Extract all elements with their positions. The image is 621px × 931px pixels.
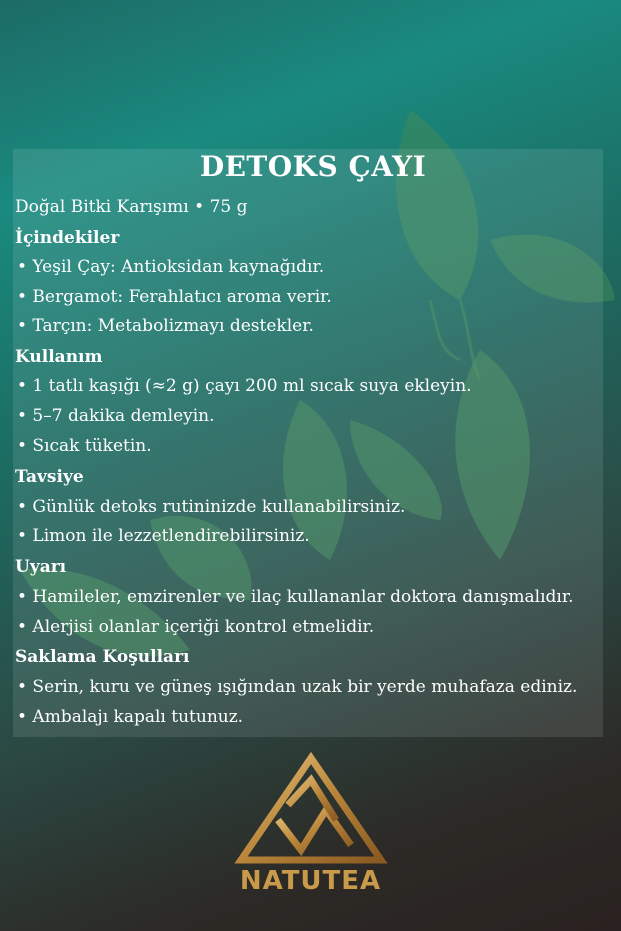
list-item: • 5–7 dakika demleyin.	[17, 406, 215, 426]
section-heading-ingredients: İçindekiler	[15, 228, 120, 248]
list-item: • Alerjisi olanlar içeriği kontrol etmelidir.	[17, 617, 375, 637]
section-heading-advice: Tavsiye	[15, 467, 84, 487]
section-heading-warning: Uyarı	[15, 557, 67, 577]
list-item: • Limon ile lezzetlendirebilirsiniz.	[17, 526, 310, 546]
section-heading-storage: Saklama Koşulları	[15, 647, 190, 667]
list-item: • Serin, kuru ve güneş ışığından uzak bir yerde muhafaza ediniz.	[17, 677, 578, 697]
list-item: • Sıcak tüketin.	[17, 436, 152, 456]
list-item: • Bergamot: Ferahlatıcı aroma verir.	[17, 287, 332, 307]
section-heading-usage: Kullanım	[15, 347, 103, 367]
product-title: DETOKS ÇAYI	[199, 150, 427, 183]
list-item: • Günlük detoks rutininizde kullanabilirsiniz.	[17, 497, 406, 517]
list-item: • 1 tatlı kaşığı (≈2 g) çayı 200 ml sıcak suya ekleyin.	[17, 376, 472, 396]
list-item: • Tarçın: Metabolizmayı destekler.	[17, 316, 314, 336]
product-subtitle: Doğal Bitki Karışımı • 75 g	[15, 197, 248, 217]
list-item: • Ambalajı kapalı tutunuz.	[17, 707, 244, 727]
list-item: • Hamileler, emzirenler ve ilaç kullananlar doktora danışmalıdır.	[17, 587, 574, 607]
list-item: • Yeşil Çay: Antioksidan kaynağıdır.	[17, 257, 325, 277]
brand-name: NATUTEA	[239, 866, 382, 896]
